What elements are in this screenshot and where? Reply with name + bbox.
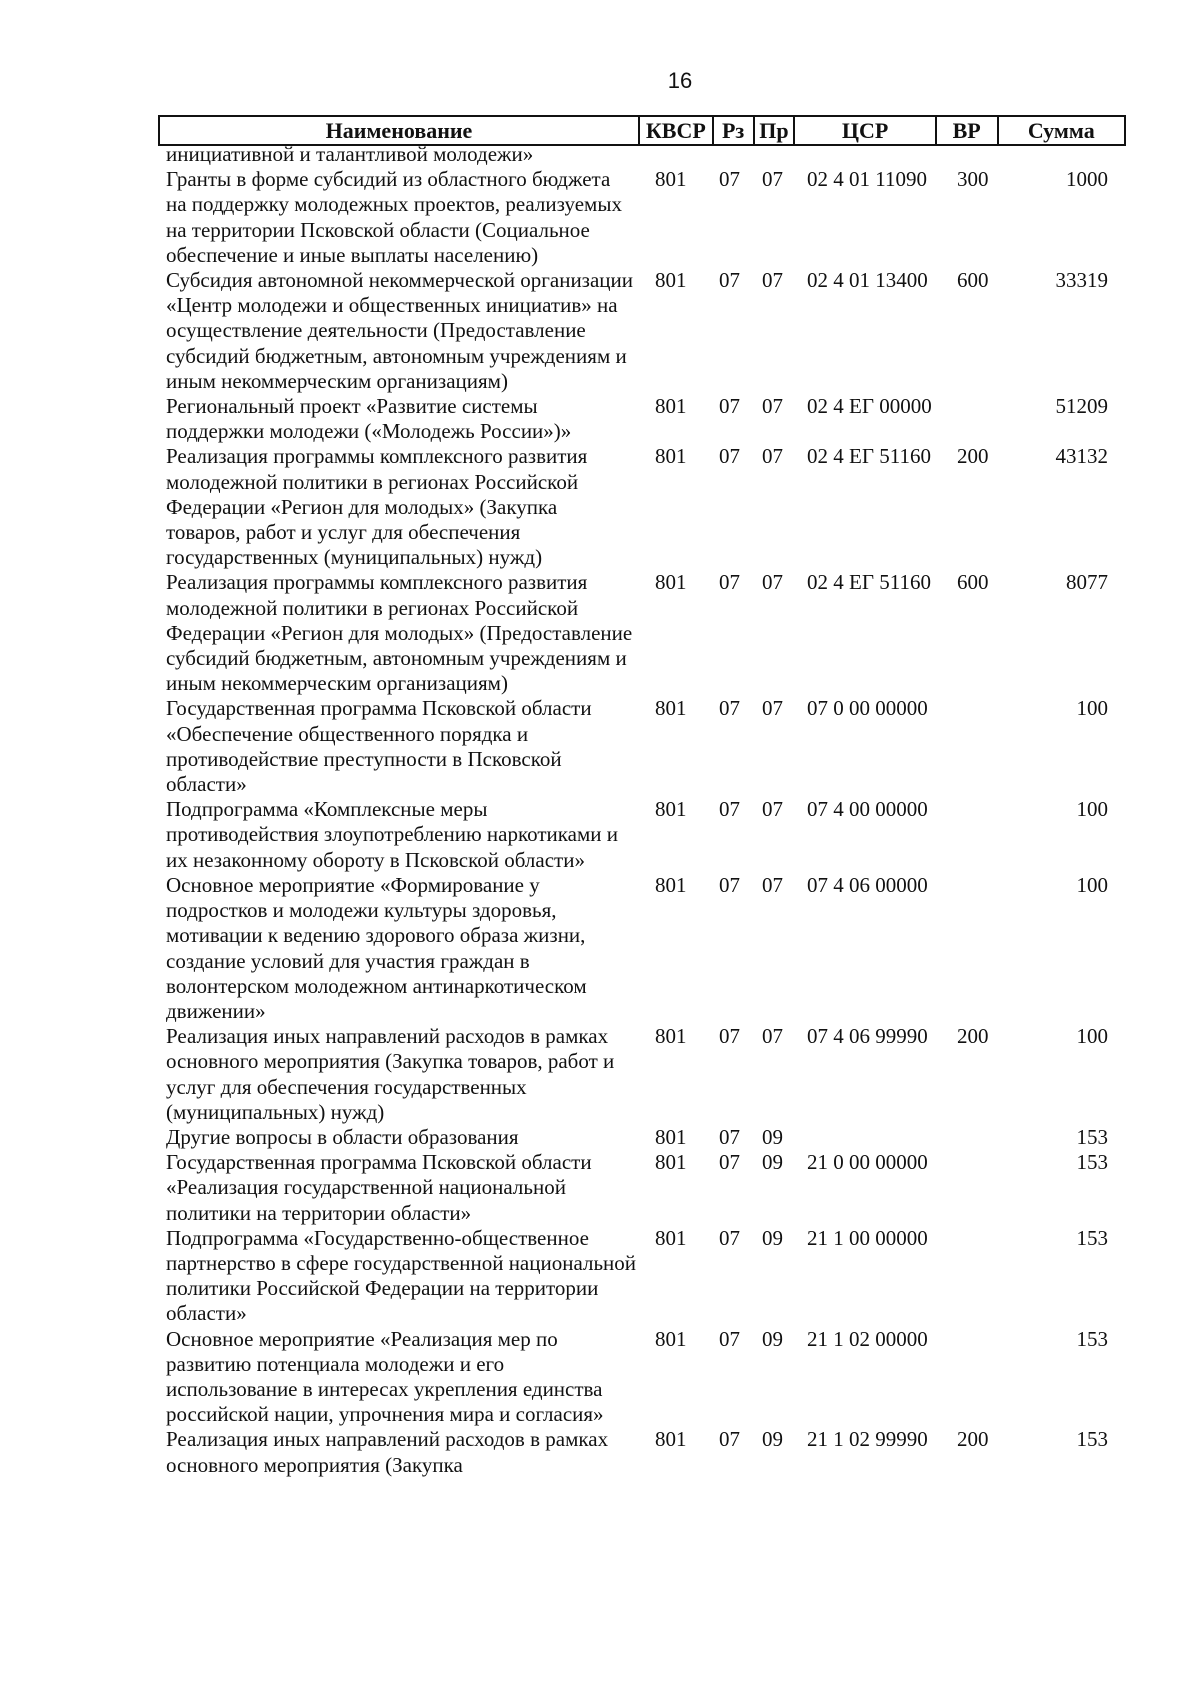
table-row [0, 570, 1200, 696]
row-pr: 09 [762, 1326, 783, 1351]
row-name: Реализация иных направлений расходов в рамках основного мероприятия (Закупка [166, 1427, 609, 1477]
row-kvsr: 801 [655, 1326, 687, 1351]
row-rz: 07 [719, 1024, 740, 1049]
row-csr: 02 4 ЕГ 51160 [807, 444, 931, 469]
row-pr: 07 [762, 1024, 783, 1049]
row-name: инициативной и талантливой молодежи» [166, 142, 534, 166]
page-number: 16 [667, 68, 693, 93]
row-name: Гранты в форме субсидий из областного бюджета на поддержку молодежных проектов, реализуемых на территории Псковской области (Социальное обеспечение и иные выплаты населению) [166, 167, 622, 267]
row-name: Другие вопросы в области образования [166, 1124, 519, 1149]
row-vr: 600 [957, 570, 989, 595]
row-csr: 21 1 00 00000 [807, 1225, 928, 1250]
row-name: Субсидия автономной некоммерческой организации «Центр молодежи и общественных инициатив» на осуществление деятельности (Предоставление субсидий бюджетным, автономным учреждениям и иным некоммерческим организациям) [166, 268, 634, 393]
row-csr: 07 4 06 99990 [807, 1024, 928, 1049]
table-row [0, 1226, 1200, 1327]
row-sum: 153 [1076, 1326, 1108, 1351]
table-row [0, 873, 1200, 1024]
row-kvsr: 801 [655, 1427, 687, 1452]
header-kvsr: КВСР [640, 117, 714, 144]
row-name: Региональный проект «Развитие системы поддержки молодежи («Молодежь России»)» [166, 394, 572, 444]
row-name: Основное мероприятие «Реализация мер по развитию потенциала молодежи и его использование в интересах укрепления единства российской нации, упрочнения мира и согласия» [166, 1326, 604, 1427]
row-sum: 33319 [1055, 268, 1108, 293]
row-csr: 02 4 01 11090 [807, 167, 927, 192]
row-vr: 300 [957, 167, 989, 192]
row-vr: 200 [957, 444, 989, 469]
row-sum: 153 [1076, 1150, 1108, 1175]
table-row [0, 268, 1200, 394]
row-csr: 07 4 06 00000 [807, 872, 928, 897]
row-kvsr: 801 [655, 872, 687, 897]
table-row [0, 797, 1200, 873]
row-kvsr: 801 [655, 1024, 687, 1049]
row-vr: 200 [957, 1024, 989, 1049]
table-row [0, 1150, 1200, 1226]
row-name: Основное мероприятие «Формирование у подростков и молодежи культуры здоровья, мотивации к ведению здорового образа жизни, создание условий для участия граждан в волонтерском молодежном антинаркотическом движении» [166, 872, 587, 1023]
header-name: Наименование [160, 117, 640, 144]
table-row [0, 394, 1200, 444]
header-pr: Пр [755, 117, 796, 144]
row-sum: 153 [1076, 1124, 1108, 1149]
row-pr: 07 [762, 797, 783, 822]
row-kvsr: 801 [655, 167, 687, 192]
row-rz: 07 [719, 444, 740, 469]
row-vr: 600 [957, 268, 989, 293]
table-row [0, 1125, 1200, 1150]
row-pr: 09 [762, 1225, 783, 1250]
row-kvsr: 801 [655, 394, 687, 419]
row-pr: 09 [762, 1150, 783, 1175]
row-sum: 100 [1076, 872, 1108, 897]
row-csr: 21 0 00 00000 [807, 1150, 928, 1175]
row-rz: 07 [719, 1427, 740, 1452]
row-pr: 07 [762, 872, 783, 897]
row-name: Государственная программа Псковской области «Обеспечение общественного порядка и противодействие преступности в Псковской области» [166, 696, 592, 797]
table-row [0, 167, 1200, 268]
row-pr: 07 [762, 167, 783, 192]
row-csr: 02 4 ЕГ 00000 [807, 394, 932, 419]
row-sum: 153 [1076, 1427, 1108, 1452]
row-kvsr: 801 [655, 570, 687, 595]
row-pr: 07 [762, 444, 783, 469]
row-kvsr: 801 [655, 1225, 687, 1250]
row-name: Государственная программа Псковской области «Реализация государственной национальной политики на территории области» [166, 1150, 592, 1225]
row-sum: 1000 [1066, 167, 1108, 192]
row-rz: 07 [719, 1150, 740, 1175]
row-rz: 07 [719, 1326, 740, 1351]
row-rz: 07 [719, 268, 740, 293]
row-pr: 07 [762, 696, 783, 721]
table-row [0, 444, 1200, 570]
row-sum: 43132 [1055, 444, 1108, 469]
row-sum: 153 [1076, 1225, 1108, 1250]
row-csr: 07 4 00 00000 [807, 797, 928, 822]
row-csr: 02 4 01 13400 [807, 268, 928, 293]
table-row [0, 1024, 1200, 1125]
row-sum: 8077 [1066, 570, 1108, 595]
row-pr: 09 [762, 1124, 783, 1149]
header-rz: Рз [714, 117, 755, 144]
row-rz: 07 [719, 570, 740, 595]
row-vr: 200 [957, 1427, 989, 1452]
header-vr: ВР [937, 117, 999, 144]
row-name: Реализация программы комплексного развития молодежной политики в регионах Российской Федерации «Регион для молодых» (Предоставление субсидий бюджетным, автономным учреждениям и иным некоммерческим организациям) [166, 570, 633, 696]
header-csr: ЦСР [795, 117, 936, 144]
row-csr: 02 4 ЕГ 51160 [807, 570, 931, 595]
row-kvsr: 801 [655, 444, 687, 469]
row-rz: 07 [719, 1124, 740, 1149]
row-kvsr: 801 [655, 268, 687, 293]
row-kvsr: 801 [655, 797, 687, 822]
row-pr: 09 [762, 1427, 783, 1452]
table-row [0, 1327, 1200, 1428]
row-pr: 07 [762, 394, 783, 419]
row-kvsr: 801 [655, 1150, 687, 1175]
row-name: Подпрограмма «Государственно-общественное партнерство в сфере государственной национальной политики Российской Федерации на территории области» [166, 1225, 637, 1326]
row-rz: 07 [719, 1225, 740, 1250]
row-name: Подпрограмма «Комплексные меры противодействия злоупотреблению наркотиками и их незаконному обороту в Псковской области» [166, 797, 618, 872]
row-sum: 100 [1076, 797, 1108, 822]
row-sum: 51209 [1055, 394, 1108, 419]
row-sum: 100 [1076, 696, 1108, 721]
header-sum: Сумма [1027, 118, 1095, 143]
row-csr: 21 1 02 99990 [807, 1427, 928, 1452]
row-csr: 21 1 02 00000 [807, 1326, 928, 1351]
row-rz: 07 [719, 167, 740, 192]
table-row [0, 142, 1200, 167]
row-kvsr: 801 [655, 696, 687, 721]
row-pr: 07 [762, 570, 783, 595]
row-rz: 07 [719, 872, 740, 897]
row-pr: 07 [762, 268, 783, 293]
row-name: Реализация программы комплексного развития молодежной политики в регионах Российской Федерации «Регион для молодых» (Закупка товаров, работ и услуг для обеспечения государственных (муниципальных) нужд) [166, 444, 588, 570]
row-csr: 07 0 00 00000 [807, 696, 928, 721]
row-rz: 07 [719, 696, 740, 721]
row-rz: 07 [719, 797, 740, 822]
row-kvsr: 801 [655, 1124, 687, 1149]
table-row [0, 1427, 1200, 1477]
row-rz: 07 [719, 394, 740, 419]
table-row [0, 696, 1200, 797]
table-body [0, 142, 1200, 1478]
row-name: Реализация иных направлений расходов в рамках основного мероприятия (Закупка товаров, работ и услуг для обеспечения государственных (муниципальных) нужд) [166, 1024, 615, 1124]
row-sum: 100 [1076, 1024, 1108, 1049]
